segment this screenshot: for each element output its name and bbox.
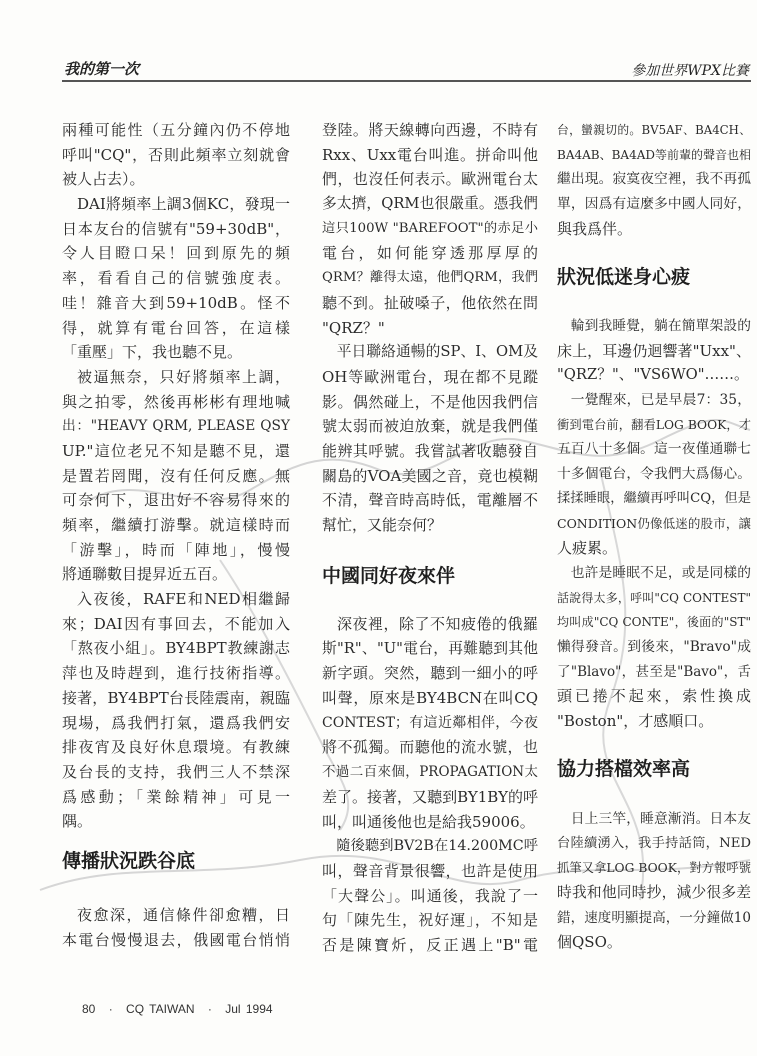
text-line: "QRZ？"、"VS6WO"……。	[557, 366, 749, 384]
paragraph-group	[322, 118, 538, 538]
text-line: 接著，BY4BPT台長陸震南，親臨	[62, 688, 290, 707]
paragraph	[557, 561, 751, 734]
text-line: 爲感動；「業餘精神」可見一	[62, 787, 290, 806]
text-line: 不清，聲音時高時低，電離層不	[322, 491, 538, 510]
text-line: 日本友台的信號有"59+30dB"，	[62, 219, 290, 238]
paragraph-group	[557, 314, 751, 734]
text-line: 隅。	[62, 812, 93, 831]
text-line: 了"Blavo"，甚至是"Bavo"，舌	[557, 663, 751, 680]
text-line: 是置若罔聞，沒有任何反應。無	[62, 466, 290, 485]
paragraph	[62, 365, 290, 587]
text-line: 輪到我睡覺，躺在簡單架設的	[570, 318, 751, 334]
text-line: 人疲累。	[557, 539, 618, 558]
text-line: 得，就算有電台回答，在這樣	[62, 318, 290, 337]
text-line: 入夜後，RAFE和NED相繼歸	[77, 590, 290, 609]
paragraph	[557, 388, 751, 561]
magazine-name: CQ TAIWAN	[126, 1002, 195, 1016]
text-line: 五百八十多個。這一夜僅通聯七	[557, 441, 751, 458]
text-line: 幫忙，又能奈何？	[322, 516, 443, 534]
section-heading: 狀況低迷身心疲	[557, 267, 691, 288]
header-rule	[62, 80, 751, 82]
issue-date: Jul 1994	[225, 1002, 273, 1016]
text-line: 及台長的支持，我們三人不禁深	[62, 762, 290, 781]
text-line: 衝到電台前，翻看LOG BOOK，才	[557, 417, 751, 432]
text-line: 「重壓」下，我也聽不見。	[62, 343, 243, 362]
section-heading-block	[62, 848, 290, 876]
section-heading: 中國同好夜來伴	[322, 566, 456, 587]
text-line: 兩種可能性（五分鐘內仍不停地	[62, 121, 290, 139]
text-line: 可奈何下，退出好不容易得來的	[62, 491, 290, 510]
text-line: 台陸續湧入，我手持話筒，NED	[557, 835, 751, 851]
paragraph-group	[557, 118, 751, 241]
text-line: 電台，如何能穿透那厚厚的	[322, 244, 538, 263]
text-line: 將通聯數目提昇近五百。	[62, 565, 228, 584]
paragraph	[557, 807, 751, 955]
paragraph	[322, 834, 538, 957]
text-line: 叫，聲音背景很響，也許是使用	[322, 861, 538, 880]
text-line: 「大聲公」。叫通後，我說了一	[322, 886, 538, 905]
paragraph	[62, 587, 290, 834]
text-line: 與之拍零，然後再彬彬有理地喊	[62, 392, 290, 411]
text-line: 影。偶然碰上，不是他因我們信	[322, 392, 538, 411]
text-line: 懶得發音。到後來，"Bravo"成	[557, 638, 751, 655]
text-line: QRM？離得太遠，他們QRM，我們	[322, 270, 538, 286]
text-line: 平日聯絡通暢的SP、I、OM及	[336, 343, 538, 361]
section-heading-block	[557, 756, 751, 784]
running-header-title: 我的第一次	[64, 60, 140, 78]
text-line: 叫聲，原來是BY4BCN在叫CQ	[322, 689, 538, 708]
paragraph	[62, 192, 290, 365]
text-line: 日上三竿，睡意漸消。日本友	[570, 811, 751, 827]
footer-separator: ·	[108, 1002, 113, 1016]
text-line: 抓筆又拿LOG BOOK，對方報呼號	[557, 861, 751, 876]
text-line: 叫，叫通後他也是給我59006。	[322, 812, 535, 831]
text-line: 這只100W "BAREFOOT"的赤足小	[322, 220, 538, 236]
text-line: 多太擠，QRM也很嚴重。憑我們	[322, 195, 538, 213]
text-line: 能辨其呼號。我嘗試著收聽發自	[322, 441, 538, 460]
text-line: 時我和他同時抄，減少很多差	[557, 884, 751, 902]
section-heading: 傳播狀況跌谷底	[62, 851, 196, 872]
paragraph	[62, 903, 290, 952]
text-line: 繼出現。寂寞夜空裡，我不再孤	[557, 171, 751, 188]
paragraph	[322, 118, 538, 340]
text-line: 也許是睡眠不足，或是同樣的	[570, 564, 751, 581]
paragraph	[322, 340, 538, 538]
text-line: 令人目瞪口呆！回到原先的頻	[62, 244, 290, 263]
text-line: Rxx、Uxx電台叫進。拼命叫他	[322, 145, 538, 164]
text-line: DAI將頻率上調3個KC，發現一	[77, 195, 290, 214]
running-header-subtitle: 參加世界WPX比賽	[631, 63, 749, 79]
text-line: 被逼無奈，只好將頻率上調，	[77, 367, 290, 386]
text-line: 將不孤獨。而聽他的流水號，也	[322, 738, 538, 757]
text-line: 隨後聽到BV2B在14.200MC呼	[336, 838, 538, 855]
text-line: 夜愈深，通信條件卻愈糟，日	[77, 906, 290, 924]
text-line: 十多個電台，令我們大爲傷心。	[557, 466, 751, 483]
text-line: 頻率，繼續打游擊。就這樣時而	[62, 516, 290, 534]
text-line: 被人占去）。	[62, 170, 145, 189]
paragraph-group	[62, 903, 290, 952]
text-line: 率，看看自己的信號強度表。	[62, 269, 290, 288]
paragraph-group	[557, 807, 751, 955]
text-line: 登陸。將天線轉向西邊，不時有	[322, 121, 538, 139]
text-line: 新字頭。突然，聽到一細小的呼	[322, 664, 538, 683]
text-line: 來；DAI因有事回去，不能加入	[62, 614, 290, 633]
section-heading-block	[557, 264, 751, 292]
text-line: 個QSO。	[557, 933, 622, 952]
text-line: 哇！雜音大到59+10dB。怪不	[62, 293, 290, 312]
paragraph	[557, 118, 751, 241]
text-line: 均叫成"CQ CONTE"，後面的"ST"	[557, 615, 751, 630]
text-line: 呼叫"CQ"，否則此頻率立刻就會	[62, 145, 290, 164]
text-line: 話說得太多，呼叫"CQ CONTEST"	[557, 590, 751, 605]
text-line: 揉揉睡眼，繼續再呼叫CQ，但是	[557, 490, 751, 506]
text-line: "QRZ？"	[322, 318, 385, 337]
paragraph	[62, 118, 290, 192]
text-line: 一覺醒來，已是早晨7：35，	[570, 392, 751, 409]
text-line: 關島的VOA美國之音，竟也模糊	[322, 466, 538, 485]
footer-separator: ·	[207, 1002, 212, 1016]
text-line: "Boston"，才感順口。	[557, 712, 714, 730]
text-line: 台，蠻親切的。BV5AF、BA4CH、	[557, 123, 751, 137]
text-line: 號太弱而被迫放棄，就是我們僅	[322, 417, 538, 436]
paragraph-group	[322, 612, 538, 958]
text-line: 們，也沒任何表示。歐洲電台太	[322, 170, 538, 189]
text-line: 錯，速度明顯提高，一分鐘做10	[557, 909, 751, 926]
text-line: 斯"R"、"U"電台，再難聽到其他	[322, 639, 538, 657]
text-line: 排夜宵及良好休息環境。有教練	[62, 738, 290, 757]
paragraph	[322, 612, 538, 834]
page-number: 80	[82, 1002, 96, 1016]
section-heading-block	[322, 563, 538, 591]
paragraph	[557, 314, 751, 388]
text-line: 否是陳寶炘，反正遇上"B"電	[322, 935, 538, 954]
text-line: 深夜裡，除了不知疲倦的俄羅	[337, 615, 538, 633]
text-line: 現場，爲我們打氣，還爲我們安	[62, 713, 290, 732]
text-line: CONTEST；有這近鄰相伴，今夜	[322, 714, 538, 731]
text-line: 與我爲伴。	[557, 219, 633, 238]
text-line: 句「陳先生，祝好運」，不知是	[322, 911, 538, 930]
paragraph-group	[62, 118, 290, 834]
text-line: 不過二百來個，PROPAGATION太	[322, 764, 538, 781]
text-line: 「游擊」，時而「陣地」，慢慢	[62, 540, 290, 559]
text-line: UP."這位老兄不知是聽不見，還	[62, 441, 290, 460]
text-line: 聽不到。扯破嗓子，他依然在問	[322, 293, 538, 312]
text-line: OH等歐洲電台，現在都不見蹤	[322, 367, 538, 386]
text-line: 出："HEAVY QRM, PLEASE QSY	[62, 418, 290, 435]
page-footer	[82, 1002, 281, 1016]
text-line: 頭已捲不起來，索性換成	[557, 687, 751, 706]
text-line: 萍也及時趕到，進行技術指導。	[62, 664, 290, 683]
text-line: 床上，耳邊仍迴響著"Uxx"、	[557, 341, 751, 360]
text-line: CONDITION仍像低迷的股市，讓	[557, 515, 751, 531]
text-line: 「熬夜小組」。BY4BPT教練謝志	[62, 639, 290, 658]
text-line: BA4AB、BA4AD等前輩的聲音也相	[557, 147, 752, 162]
text-line: 差了。接著，又聽到BY1BY的呼	[322, 787, 538, 806]
section-heading: 協力搭檔效率高	[557, 759, 691, 780]
text-line: 本電台慢慢退去，俄國電台悄悄	[62, 930, 290, 949]
text-line: 單，因爲有這麼多中國人同好，	[557, 196, 751, 213]
